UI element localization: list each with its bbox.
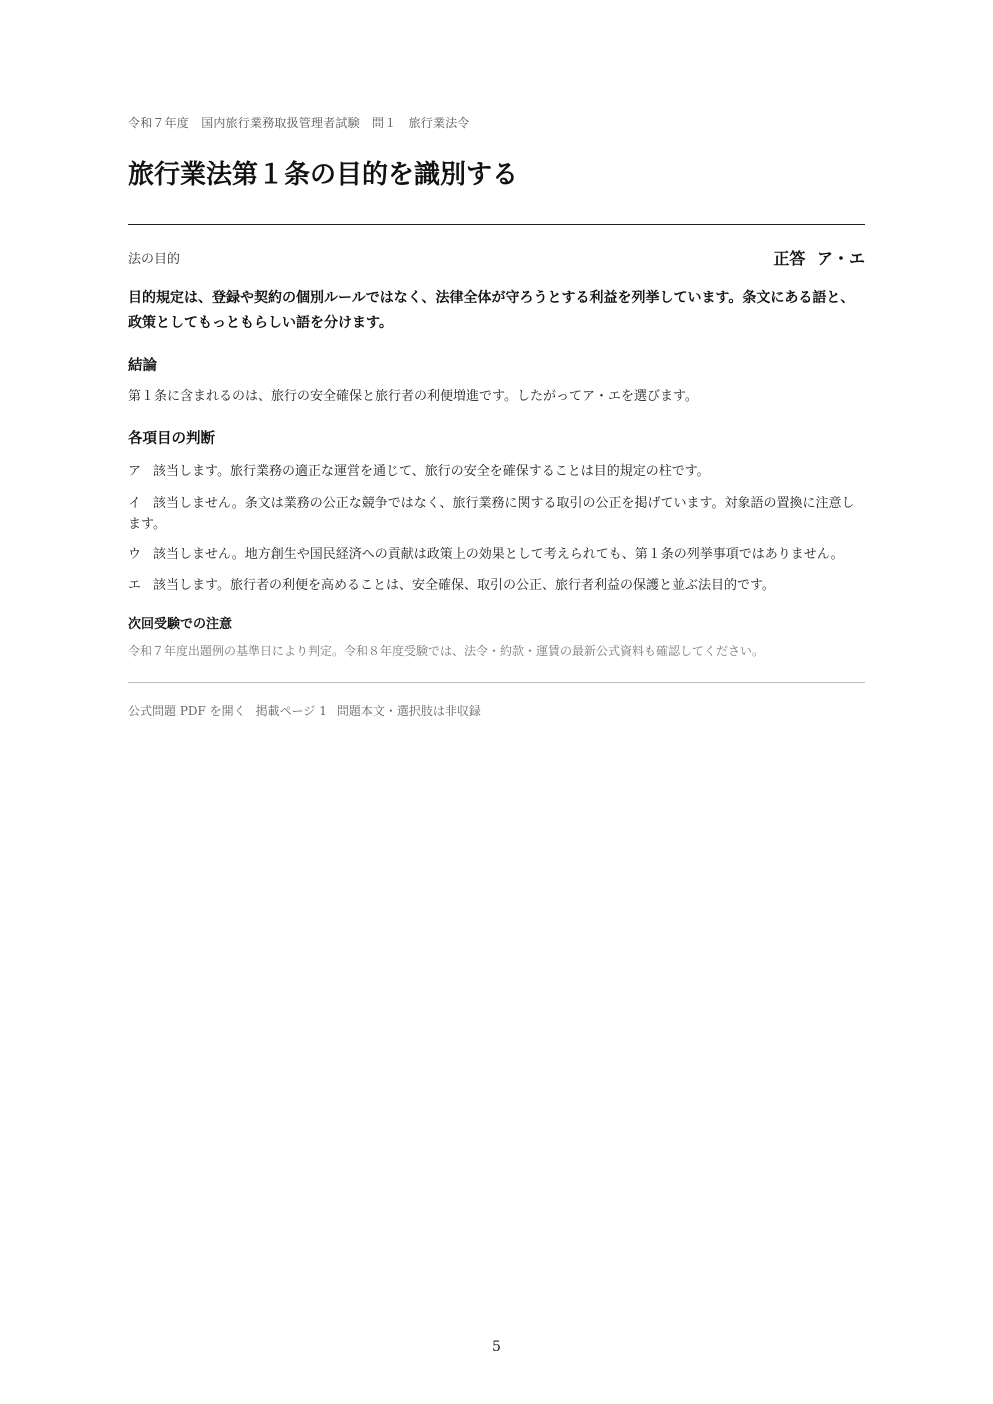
- next-exam-heading: 次回受験での注意: [128, 617, 233, 632]
- conclusion-heading: 結論: [128, 357, 157, 374]
- judgment-item: [128, 493, 865, 535]
- open-pdf-link[interactable]: 公式問題 PDF を開く: [128, 704, 246, 718]
- judgment-item: [128, 544, 865, 565]
- answer-label: 正答: [773, 249, 806, 268]
- judgment-item: [128, 575, 865, 596]
- lead-paragraph: 目的規定は、登録や契約の個別ルールではなく、法律全体が守ろうとする利益を列挙しています。条文にある語と、政策としてもっともらしい語を分けます。: [128, 290, 855, 331]
- conclusion-text: 第１条に含まれるのは、旅行の安全確保と旅行者の利便増進です。したがってア・エを選びます。: [128, 389, 698, 404]
- footer: [128, 702, 481, 719]
- item-mark: ア: [128, 464, 142, 479]
- footer-note: 問題本文・選択肢は非収録: [336, 704, 481, 718]
- answer-badge: [773, 246, 865, 269]
- section-label: 法の目的: [128, 252, 181, 267]
- page-title: 旅行業法第１条の目的を識別する: [128, 160, 519, 190]
- item-text: 該当します。旅行者の利便を高めることは、安全確保、取引の公正、旅行者利益の保護と並ぶ法目的です。: [153, 578, 775, 593]
- item-text: 該当しません。条文は業務の公正な競争ではなく、旅行業務に関する取引の公正を掲げています。対象語の置換に注意します。: [128, 496, 855, 532]
- title-divider: [128, 224, 865, 225]
- item-text: 該当します。旅行業務の適正な運営を通じて、旅行の安全を確保することは目的規定の柱です。: [153, 464, 710, 479]
- page-reference: 掲載ページ 1: [255, 704, 327, 718]
- item-text: 該当しません。地方創生や国民経済への貢献は政策上の効果として考えられても、第１条の列挙事項ではありません。: [153, 547, 844, 562]
- item-mark: ウ: [128, 547, 142, 562]
- item-mark: エ: [128, 578, 142, 593]
- page-number: 5: [492, 1339, 501, 1355]
- judgments-heading: 各項目の判断: [128, 430, 215, 447]
- header-meta: 令和７年度 国内旅行業務取扱管理者試験 問１ 旅行業法令: [128, 116, 470, 130]
- footer-divider: [128, 682, 865, 683]
- item-mark: イ: [128, 496, 142, 511]
- judgment-item: [128, 461, 865, 482]
- answer-value: ア・エ: [816, 249, 865, 268]
- next-exam-text: 令和７年度出題例の基準日により判定。令和８年度受験では、法令・約款・運賃の最新公式資料も確認してください。: [128, 644, 765, 658]
